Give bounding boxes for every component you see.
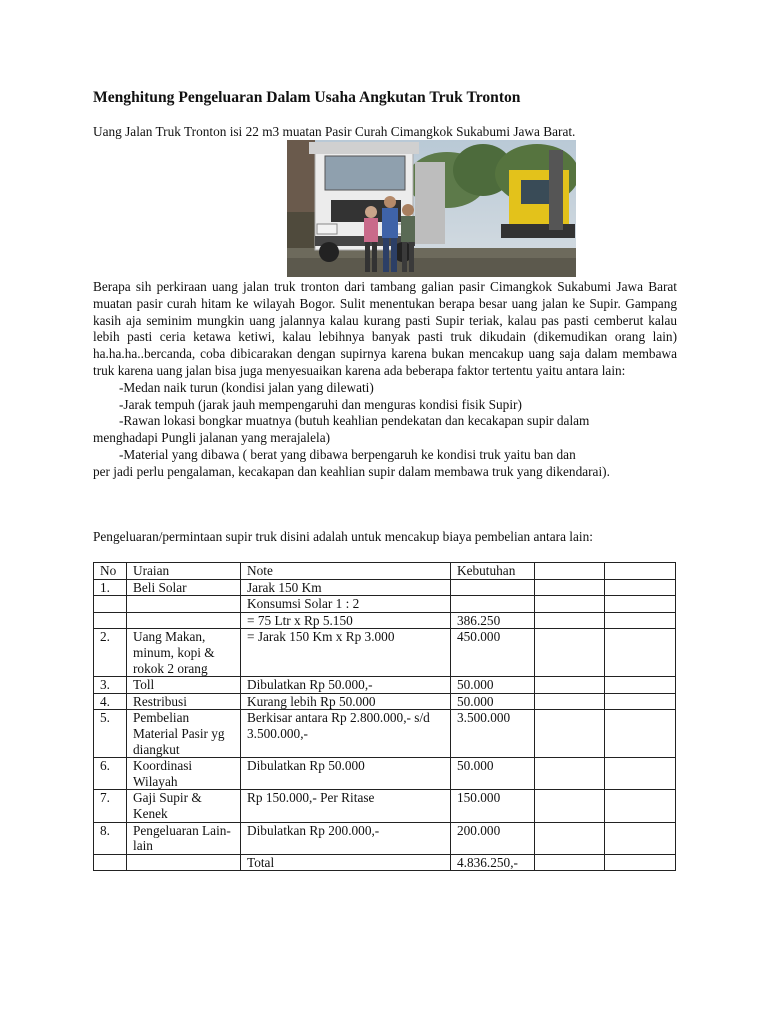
table-cell [94, 612, 127, 629]
table-cell [605, 854, 676, 871]
table-cell: Koordinasi Wilayah [127, 758, 241, 790]
table-header-cell: Kebutuhan [451, 563, 535, 580]
table-cell: = 75 Ltr x Rp 5.150 [241, 612, 451, 629]
table-cell [605, 822, 676, 854]
table-cell [605, 790, 676, 822]
table-cell [605, 710, 676, 758]
table-cell [605, 596, 676, 613]
table-cell: Rp 150.000,- Per Ritase [241, 790, 451, 822]
table-cell: 150.000 [451, 790, 535, 822]
table-cell: 50.000 [451, 677, 535, 694]
table-cell [605, 629, 676, 677]
article-title: Menghitung Pengeluaran Dalam Usaha Angkutan Truk Tronton [93, 89, 521, 106]
table-cell: 3.500.000 [451, 710, 535, 758]
table-cell: 2. [94, 629, 127, 677]
table-header-cell [605, 563, 676, 580]
table-header-cell: Uraian [127, 563, 241, 580]
table-cell: 200.000 [451, 822, 535, 854]
table-cell: 8. [94, 822, 127, 854]
table-cell: 6. [94, 758, 127, 790]
table-cell: 450.000 [451, 629, 535, 677]
table-cell [451, 596, 535, 613]
table-cell: = Jarak 150 Km x Rp 3.000 [241, 629, 451, 677]
expense-table [93, 562, 676, 871]
table-cell: Dibulatkan Rp 200.000,- [241, 822, 451, 854]
table-cell: 1. [94, 579, 127, 596]
table-cell [535, 790, 605, 822]
table-row [94, 677, 676, 694]
table-row [94, 596, 676, 613]
truck-photo-illustration [287, 140, 576, 277]
table-cell [535, 854, 605, 871]
table-row [94, 854, 676, 871]
table-cell: Pembelian Material Pasir yg diangkut [127, 710, 241, 758]
table-row [94, 758, 676, 790]
table-header-cell: No [94, 563, 127, 580]
table-cell: 7. [94, 790, 127, 822]
table-cell [605, 693, 676, 710]
factor-item: -Material yang dibawa ( berat yang dibawa berpengaruh ke kondisi truk yaitu ban dan [119, 446, 576, 462]
table-row [94, 693, 676, 710]
table-cell: Pengeluaran Lain-lain [127, 822, 241, 854]
table-cell: 50.000 [451, 693, 535, 710]
table-header-cell: Note [241, 563, 451, 580]
table-cell: Total [241, 854, 451, 871]
table-row [94, 612, 676, 629]
factor-item: -Medan naik turun (kondisi jalan yang dilewati) [119, 379, 374, 395]
table-cell [127, 612, 241, 629]
table-cell: Jarak 150 Km [241, 579, 451, 596]
table-cell [535, 677, 605, 694]
table-cell: 4. [94, 693, 127, 710]
table-cell: Gaji Supir & Kenek [127, 790, 241, 822]
factor-item: -Jarak tempuh (jarak jauh mempengaruhi dan menguras kondisi fisik Supir) [119, 396, 522, 412]
truck-photo [287, 140, 576, 277]
table-cell: Kurang lebih Rp 50.000 [241, 693, 451, 710]
table-cell [535, 710, 605, 758]
table-cell: 3. [94, 677, 127, 694]
table-lead-text: Pengeluaran/permintaan supir truk disini adalah untuk mencakup biaya pembelian antara lain: [93, 529, 593, 544]
table-cell: Dibulatkan Rp 50.000 [241, 758, 451, 790]
table-cell: Toll [127, 677, 241, 694]
table-cell: 386.250 [451, 612, 535, 629]
table-cell: Restribusi [127, 693, 241, 710]
body-paragraph [93, 279, 677, 481]
table-cell: Uang Makan, minum, kopi & rokok 2 orang [127, 629, 241, 677]
table-cell [605, 612, 676, 629]
table-row [94, 629, 676, 677]
table-row [94, 822, 676, 854]
table-cell [535, 693, 605, 710]
table-cell [535, 579, 605, 596]
table-cell [605, 758, 676, 790]
factor-item: -Rawan lokasi bongkar muatnya (butuh keahlian pendekatan dan kecakapan supir dalam [119, 413, 590, 429]
table-cell: Berkisar antara Rp 2.800.000,- s/d 3.500.000,- [241, 710, 451, 758]
factor-item-continuation: menghadapi Pungli jalanan yang merajalela) [93, 430, 331, 446]
intro-text: Uang Jalan Truk Tronton isi 22 m3 muatan Pasir Curah Cimangkok Sukabumi Jawa Barat. [93, 124, 576, 139]
table-cell [605, 677, 676, 694]
table-header-row [94, 563, 676, 580]
table-row [94, 790, 676, 822]
factor-item-continuation: per jadi perlu pengalaman, kecakapan dan keahlian supir dalam membawa truk yang dikendarai). [93, 463, 610, 479]
table-cell: 50.000 [451, 758, 535, 790]
table-row [94, 710, 676, 758]
table-cell [451, 579, 535, 596]
table-header-cell [535, 563, 605, 580]
table-cell [535, 596, 605, 613]
table-cell [535, 629, 605, 677]
table-cell: 5. [94, 710, 127, 758]
table-cell [127, 596, 241, 613]
table-cell [94, 596, 127, 613]
table-cell [605, 579, 676, 596]
table-cell [127, 854, 241, 871]
table-cell: 4.836.250,- [451, 854, 535, 871]
table-cell: Beli Solar [127, 579, 241, 596]
table-cell [535, 822, 605, 854]
table-cell: Dibulatkan Rp 50.000,- [241, 677, 451, 694]
paragraph-body: Berapa sih perkiraan uang jalan truk tronton dari tambang galian pasir Cimangkok Sukabumi Jawa Barat muatan pasir curah hitam ke wilayah Bogor. Sulit menentukan berapa besar uang jalan ke Supir. Gampang kasih aja seminim mungkin uang jalannya kalau kurang pasti Supir teriak, kalau pas pasti cemberut kalau lebih pasti ceria ketawa ketiwi, kalau lebihnya banyak pasti truk dikudain (dikemudikan orang lain) ha.ha.ha..bercanda, coba dibicarakan dengan supirnya karena bukan mencakup uang saja dalam membawa truk karena uang jalan bisa juga menyesuaikan karena ada beberapa faktor tertentu yaitu antara lain: [93, 279, 677, 378]
table-cell [94, 854, 127, 871]
table-cell: Konsumsi Solar 1 : 2 [241, 596, 451, 613]
table-row [94, 579, 676, 596]
table-cell [535, 758, 605, 790]
table-cell [535, 612, 605, 629]
